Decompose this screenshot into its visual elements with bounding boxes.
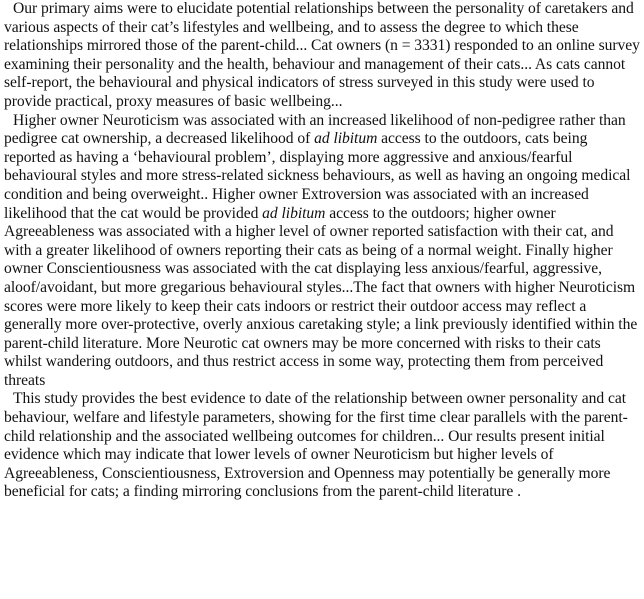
paragraph-2-text-a: Higher owner Neuroticism was associated with an increased likelihood of non-pedigree rather than pedigree cat ownership, a decreased likelihood of [4,111,626,148]
paragraph-1-text: Our primary aims were to elucidate potential relationships between the personality of caretakers and various aspects of their cat’s lifestyles and wellbeing, and to assess the degree to which these relationships mirrored those of the parent-child... Cat owners (n = 3331) responded to an online survey examining their personality and the health, behaviour and management of their cats... As cats cannot self-report, the behavioural and physical indicators of stress surveyed in this study were used to provide practical, proxy measures of basic wellbeing... [4,0,640,110]
paragraph-2 [4,112,640,391]
paragraph-3-text: This study provides the best evidence to date of the relationship between owner personality and cat behaviour, welfare and lifestyle parameters, showing for the first time clear parallels with the parent-child relationship and the associated wellbeing outcomes for children... Our results present initial evidence which may indicate that lower levels of owner Neuroticism but higher levels of Agreeableness, Conscientiousness, Extroversion and Openness may potentially be generally more beneficial for cats; a finding mirroring conclusions from the parent-child literature . [4,390,628,501]
italic-term-ad-libitum: ad libitum [314,130,378,148]
italic-term-ad-libitum: ad libitum [262,204,326,222]
paragraph-2-text-b: access to the outdoors, cats being reported as having a ‘behavioural problem’, displaying more aggressive and anxious/fearful behavioural styles and more stress-related sickness behaviours, as well as having an ongoing medical condition and being overweight.. Higher owner Extroversion was associated with an increased likelihood that the cat would be provided [4,130,631,222]
paragraph-3 [4,390,640,502]
paragraph-2-text-c: access to the outdoors; higher owner Agreeableness was associated with a higher level of owner reported satisfaction with their cat, and with a greater likelihood of owners reporting their cats as being of a normal weight. Finally higher owner Conscientiousness was associated with the cat displaying less anxious/fearful, aggressive, aloof/avoidant, but more gregarious behavioural styles...The fact that owners with higher Neuroticism scores were more likely to keep their cats indoors or restrict their outdoor access may reflect a generally more over-protective, overly anxious caretaking style; a link previously identified within the parent-child literature. More Neurotic cat owners may be more concerned with risks to their cats whilst wandering outdoors, and thus restrict access in some way, protecting them from perceived threats [4,204,638,389]
paragraph-1 [4,0,640,112]
